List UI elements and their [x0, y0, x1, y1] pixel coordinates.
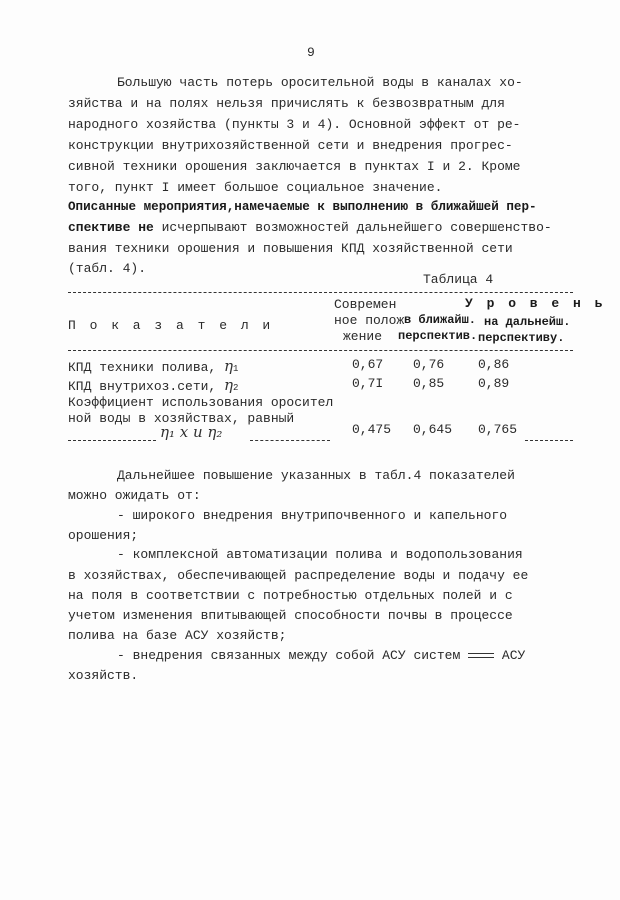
table-header-indicators: П о к а з а т е л и: [68, 318, 274, 333]
paragraph-3-line-1: Дальнейшее повышение указанных в табл.4 показателей: [117, 468, 515, 483]
row-3-formula: η₁ x и η₂: [160, 423, 223, 441]
page-number: 9: [307, 45, 315, 60]
paragraph-2-bold-fragment: спективе не: [68, 220, 154, 235]
row-3-value-near: 0,645: [413, 422, 453, 437]
bullet-3-line-1: [117, 648, 525, 663]
row-2-value-near: 0,85: [413, 376, 445, 391]
bullet-3-text: - внедрения связанных между собой АСУ систем: [117, 648, 461, 663]
paragraph-1-line-2: зяйства и на полях нельзя причислять к безвозвратным для: [68, 96, 505, 111]
row-3-dash-left: [68, 440, 156, 441]
header-current-line-3: жение: [343, 329, 383, 344]
paragraph-3-line-2: можно ожидать от:: [68, 488, 201, 503]
row-3-label-line-2: ной воды в хозяйствах, равный: [68, 411, 295, 426]
paragraph-1-line-1: Большую часть потерь оросительной воды в каналах хо-: [117, 75, 523, 90]
bullet-2-line-4: учетом изменения впитывающей способности почвы в процессе: [68, 608, 513, 623]
header-far-line-2: перспективу.: [478, 331, 565, 345]
header-current-line-2: ное полож: [334, 313, 405, 328]
bullet-3-line-2: хозяйств.: [68, 668, 139, 683]
row-1-label-text: КПД техники полива,: [68, 360, 217, 375]
row-3-value-far: 0,765: [478, 422, 518, 437]
paragraph-1-line-4: конструкции внутрихозяйственной сети и внедрения прогрес-: [68, 138, 513, 153]
bullet-2-line-3: на поля в соответствии с потребностью отдельных полей и с: [68, 588, 513, 603]
bullet-2-line-2: в хозяйствах, обеспечивающей распределение воды и подачу ее: [68, 568, 529, 583]
paragraph-2-line-2-rest: исчерпывают возможностей дальнейшего совершенство-: [153, 220, 552, 235]
paragraph-2-line-2: [68, 220, 552, 235]
row-1-value-current: 0,67: [352, 357, 384, 372]
table-row-2-label: [68, 376, 238, 394]
row-3-value-current: 0,475: [352, 422, 392, 437]
paragraph-2-line-1: Описанные мероприятия,намечаемые к выполнению в ближайшей пер-: [68, 200, 537, 214]
eta-2-symbol: η: [224, 376, 234, 394]
paragraph-2-line-4: (табл. 4).: [68, 261, 147, 276]
row-2-label-text: КПД внутрихоз.сети,: [68, 379, 217, 394]
header-level: У р о в е н ь: [465, 296, 606, 311]
paragraph-1-line-5: сивной техники орошения заключается в пунктах I и 2. Кроме: [68, 159, 521, 174]
bullet-3-tail: АСУ: [501, 648, 526, 663]
row-1-value-near: 0,76: [413, 357, 445, 372]
bullet-2-line-5: полива на базе АСУ хозяйств;: [68, 628, 287, 643]
table-header-rule: [68, 350, 573, 351]
header-current-line-1: Современ: [334, 297, 397, 312]
header-near-line-1: в ближайш.: [404, 313, 477, 327]
bullet-2-line-1: - комплексной автоматизации полива и водопользования: [117, 547, 523, 562]
row-2-value-current: 0,7I: [352, 376, 384, 391]
eta-1-subscript: 1: [233, 364, 239, 374]
row-1-value-far: 0,86: [478, 357, 510, 372]
paragraph-1-line-6: того, пункт I имеет большое социальное значение.: [68, 180, 443, 195]
bullet-1-line-1: - широкого внедрения внутрипочвенного и капельного: [117, 508, 508, 523]
paragraph-2-line-3: вания техники орошения и повышения КПД хозяйственной сети: [68, 241, 513, 256]
header-far-line-1: на дальнейш.: [484, 315, 571, 329]
table-caption: Таблица 4: [423, 272, 494, 287]
row-3-label-line-1: Коэффициент использования оросител: [68, 395, 334, 410]
paragraph-1-line-3: народного хозяйства (пункты 3 и 4). Основной эффект от ре-: [68, 117, 521, 132]
table-bottom-rule-right: [525, 440, 573, 441]
table-row-1-label: [68, 357, 238, 375]
eta-1-symbol: η: [224, 357, 234, 375]
row-3-dash-mid: [250, 440, 330, 441]
header-near-line-2: перспектив.: [398, 329, 478, 343]
row-2-value-far: 0,89: [478, 376, 510, 391]
eta-2-subscript: 2: [233, 383, 239, 393]
bullet-1-line-2: орошения;: [68, 528, 139, 543]
table-top-rule: [68, 292, 573, 293]
double-dash-mark: [468, 651, 494, 661]
